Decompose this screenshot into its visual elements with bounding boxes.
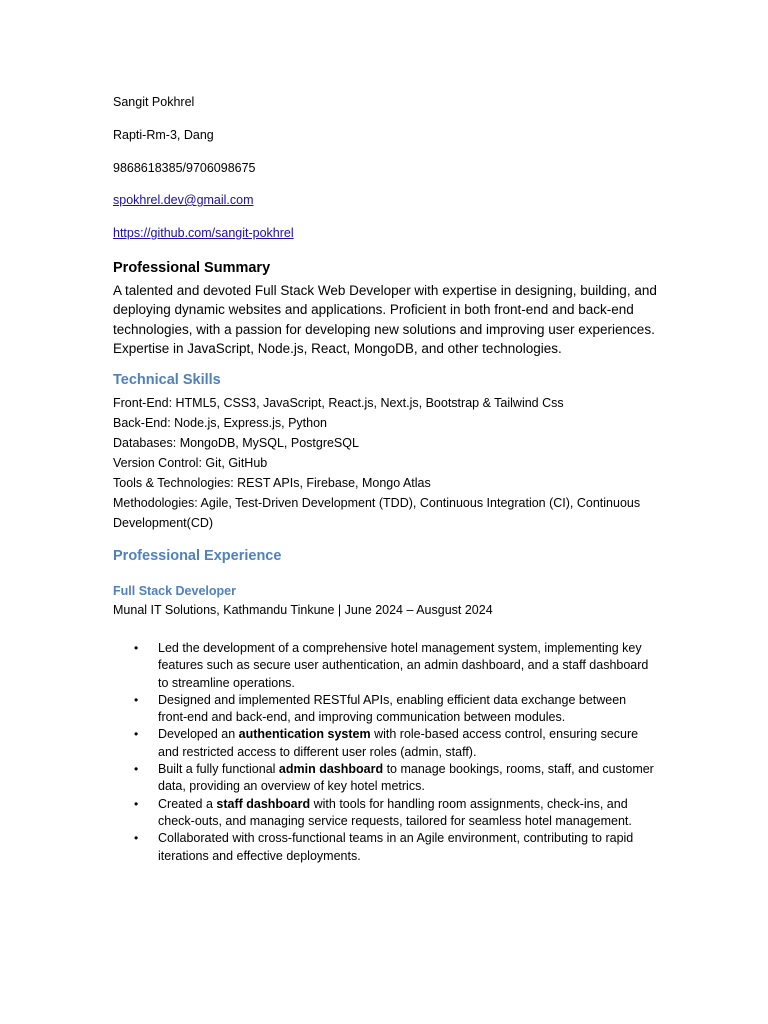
skills-list [113, 393, 658, 533]
job-title: Full Stack Developer [113, 584, 236, 598]
contact-phone: 9868618385/9706098675 [113, 161, 256, 175]
skill-item-methodologies: Methodologies: Agile, Test-Driven Development (TDD), Continuous Integration (CI), Continuous Development(CD) [113, 496, 641, 530]
bullet-icon: • [134, 831, 139, 846]
bullet-text-pre: Built a fully functional [158, 762, 279, 777]
contact-address: Rapti-Rm-3, Dang [113, 128, 214, 142]
bullet-text-pre: Led the development of a comprehensive hotel management system, implementing key features such as secure user authentication, an admin dashboard, and a staff dashboard to streamline operations. [158, 641, 649, 690]
summary-text: A talented and devoted Full Stack Web Developer with expertise in designing, building, and deploying dynamic websites and applications. Proficient in both front-end and back-end technologies, with a passion for developing new solutions and improving user experiences. Expertise in JavaScript, Node.js, React, MongoDB, and other technologies. [113, 283, 657, 356]
list-item [134, 726, 654, 761]
summary-heading: Professional Summary [113, 260, 271, 276]
contact-name: Sangit Pokhrel [113, 95, 195, 109]
bullet-text-post: with role-based access control, ensuring secure and restricted access to different user roles (admin, staff). [158, 727, 639, 759]
list-item [134, 830, 654, 865]
contact-email [113, 192, 254, 208]
bullet-text-pre: Developed an [158, 727, 239, 742]
bullet-icon: • [134, 692, 139, 707]
bullet-text-pre: Designed and implemented RESTful APIs, enabling efficient data exchange between front-end and back-end, and improving communication between modules. [158, 692, 627, 725]
skills-heading: Technical Skills [113, 372, 221, 388]
bullet-icon: • [134, 641, 139, 655]
bullet-text-post: to manage bookings, rooms, staff, and customer data, providing an overview of key hotel metrics. [158, 762, 654, 794]
bullet-text-post: with tools for handling room assignments, check-ins, and check-outs, and managing service requests, tailored for seamless hotel management. [158, 796, 632, 828]
bullet-text-bold: admin dashboard [278, 762, 384, 777]
list-item [134, 796, 654, 831]
skill-item-tools: Tools & Technologies: REST APIs, Firebase, Mongo Atlas [113, 476, 431, 490]
bullet-icon: • [134, 727, 139, 742]
github-link[interactable]: https://github.com/sangit-pokhrel [113, 226, 294, 240]
skill-item-backend: Back-End: Node.js, Express.js, Python [113, 416, 327, 430]
bullet-icon: • [134, 762, 139, 777]
skill-item-version-control: Version Control: Git, GitHub [113, 456, 268, 470]
list-item [134, 761, 654, 796]
experience-heading: Professional Experience [113, 548, 282, 564]
bullet-icon: • [134, 796, 139, 811]
skill-item-databases: Databases: MongoDB, MySQL, PostgreSQL [113, 436, 359, 450]
bullet-text-pre: Collaborated with cross-functional teams in an Agile environment, contributing to rapid iterations and effective deployments. [158, 831, 634, 863]
list-item [134, 640, 654, 692]
job-meta: Munal IT Solutions, Kathmandu Tinkune | June 2024 – Ausgust 2024 [113, 603, 493, 617]
bullet-text-pre: Created a [158, 796, 217, 811]
skill-item-frontend: Front-End: HTML5, CSS3, JavaScript, React.js, Next.js, Bootstrap & Tailwind Css [113, 396, 564, 410]
bullet-text-bold: authentication system [238, 727, 371, 742]
contact-github [113, 225, 294, 241]
email-link[interactable]: spokhrel.dev@gmail.com [113, 193, 254, 207]
list-item [134, 692, 654, 727]
experience-bullets [134, 640, 654, 865]
bullet-text-bold: staff dashboard [216, 796, 311, 811]
